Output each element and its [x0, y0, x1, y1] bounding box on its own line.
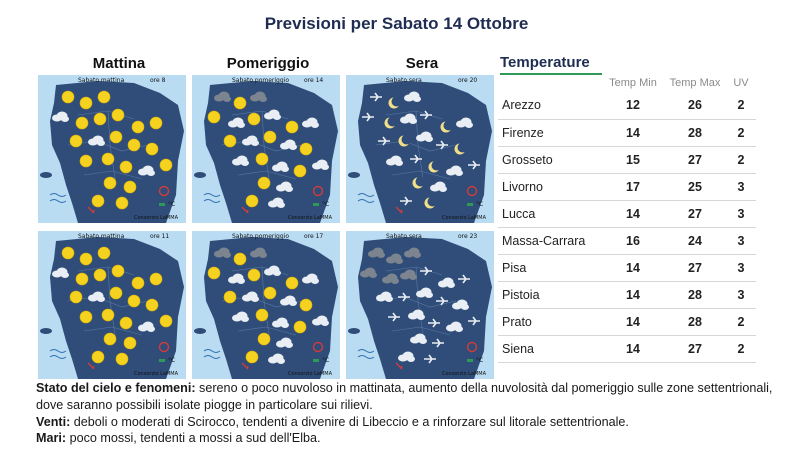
sky-paragraph — [36, 380, 776, 414]
column-header-afternoon: Pomeriggio — [226, 55, 310, 72]
map-temperature-unit: °C — [168, 357, 176, 364]
city-cell: Pistoia — [498, 281, 602, 308]
temperature-row — [498, 308, 756, 335]
map-footer: Consorzio LaMMA — [442, 371, 486, 377]
header-temp-min: Temp Min — [609, 77, 657, 89]
sky-text: sereno o poco nuvoloso in mattinata, aumento della nuvolosità dal pomeriggio sulle zone settentrionali, dove saranno possibili isolate piogge in particolare sui rilievi. — [36, 381, 773, 412]
header-temp-max: Temp Max — [669, 77, 721, 89]
temp-min-cell: 12 — [602, 92, 664, 119]
temp-min-cell: 14 — [602, 335, 664, 362]
map-caption: Sabato mattina — [78, 233, 125, 240]
uv-cell: 2 — [726, 92, 756, 119]
temp-max-cell: 28 — [664, 281, 726, 308]
map-caption: Sabato pomeriggio — [232, 77, 290, 84]
header-city — [498, 72, 602, 92]
temp-min-cell: 15 — [602, 146, 664, 173]
uv-cell: 2 — [726, 146, 756, 173]
temp-max-cell: 27 — [664, 335, 726, 362]
map-footer: Consorzio LaMMA — [134, 215, 178, 221]
city-cell: Grosseto — [498, 146, 602, 173]
map-temperature-unit: °C — [168, 201, 176, 208]
uv-cell: 3 — [726, 200, 756, 227]
temp-max-cell: 28 — [664, 308, 726, 335]
sea-label: Mari: — [36, 431, 67, 446]
temperature-row — [498, 92, 756, 119]
temp-max-cell: 24 — [664, 227, 726, 254]
page-title: Previsioni per Sabato 14 Ottobre — [264, 14, 529, 33]
map-caption: Sabato sera — [386, 77, 422, 84]
column-header-morning: Mattina — [92, 55, 146, 72]
city-cell: Arezzo — [498, 92, 602, 119]
sea-paragraph — [36, 430, 776, 447]
temp-min-cell: 14 — [602, 200, 664, 227]
temp-min-cell: 14 — [602, 119, 664, 146]
sea-text: poco mossi, tendenti a mossi a sud dell'Elba. — [66, 431, 321, 446]
uv-cell: 2 — [726, 335, 756, 362]
map-drawing — [38, 231, 186, 379]
temp-max-cell: 27 — [664, 254, 726, 281]
map-hour: ore 8 — [150, 77, 166, 84]
map-hour: ore 14 — [304, 77, 324, 84]
temp-min-cell: 16 — [602, 227, 664, 254]
map-hour: ore 17 — [304, 233, 324, 240]
map-drawing — [192, 231, 340, 379]
weather-map-morning-early — [38, 75, 186, 223]
temp-min-cell: 14 — [602, 281, 664, 308]
weather-map-evening-early — [346, 75, 494, 223]
map-caption: Sabato sera — [386, 233, 422, 240]
weather-map-afternoon-late — [192, 231, 340, 379]
temperature-row — [498, 254, 756, 281]
temperature-title: Temperature — [500, 54, 590, 71]
temp-min-cell: 14 — [602, 254, 664, 281]
map-caption: Sabato mattina — [78, 77, 125, 84]
forecast-description — [36, 380, 776, 447]
map-temperature-unit: °C — [322, 357, 330, 364]
temperature-row — [498, 335, 756, 362]
uv-cell: 3 — [726, 254, 756, 281]
uv-cell: 3 — [726, 173, 756, 200]
temperature-row — [498, 146, 756, 173]
city-cell: Livorno — [498, 173, 602, 200]
map-footer: Consorzio LaMMA — [288, 371, 332, 377]
temperature-row — [498, 173, 756, 200]
city-cell: Prato — [498, 308, 602, 335]
temp-max-cell: 28 — [664, 119, 726, 146]
temp-min-cell: 14 — [602, 308, 664, 335]
map-drawing — [346, 231, 494, 379]
map-drawing — [38, 75, 186, 223]
map-footer: Consorzio LaMMA — [288, 215, 332, 221]
city-cell: Pisa — [498, 254, 602, 281]
map-temperature-unit: °C — [322, 201, 330, 208]
wind-text: deboli o moderati di Scirocco, tendenti a divenire di Libeccio e a rinforzare sul litorale settentrionale. — [70, 414, 629, 429]
header-uv: UV — [733, 77, 749, 89]
weather-map-morning-late — [38, 231, 186, 379]
temp-max-cell: 27 — [664, 146, 726, 173]
temperature-table — [498, 72, 756, 363]
uv-cell: 2 — [726, 308, 756, 335]
temperature-row — [498, 227, 756, 254]
sky-label: Stato del cielo e fenomeni: — [36, 381, 196, 395]
city-cell: Lucca — [498, 200, 602, 227]
temp-max-cell: 26 — [664, 92, 726, 119]
map-hour: ore 11 — [150, 233, 170, 240]
map-footer: Consorzio LaMMA — [442, 215, 486, 221]
map-drawing — [192, 75, 340, 223]
temperature-row — [498, 200, 756, 227]
uv-cell: 3 — [726, 281, 756, 308]
column-header-evening: Sera — [405, 55, 439, 72]
temp-max-cell: 27 — [664, 200, 726, 227]
map-temperature-unit: °C — [476, 357, 484, 364]
wind-paragraph — [36, 414, 776, 431]
map-footer: Consorzio LaMMA — [134, 371, 178, 377]
map-drawing — [346, 75, 494, 223]
uv-cell: 2 — [726, 119, 756, 146]
temp-min-cell: 17 — [602, 173, 664, 200]
city-cell: Siena — [498, 335, 602, 362]
city-cell: Massa-Carrara — [498, 227, 602, 254]
map-temperature-unit: °C — [476, 201, 484, 208]
map-caption: Sabato pomeriggio — [232, 233, 290, 240]
temperature-row — [498, 281, 756, 308]
city-cell: Firenze — [498, 119, 602, 146]
uv-cell: 3 — [726, 227, 756, 254]
weather-map-evening-late — [346, 231, 494, 379]
weather-map-afternoon-early — [192, 75, 340, 223]
temperature-row — [498, 119, 756, 146]
map-hour: ore 20 — [458, 77, 478, 84]
wind-label: Venti: — [36, 414, 71, 429]
temp-max-cell: 25 — [664, 173, 726, 200]
map-hour: ore 23 — [458, 233, 478, 240]
